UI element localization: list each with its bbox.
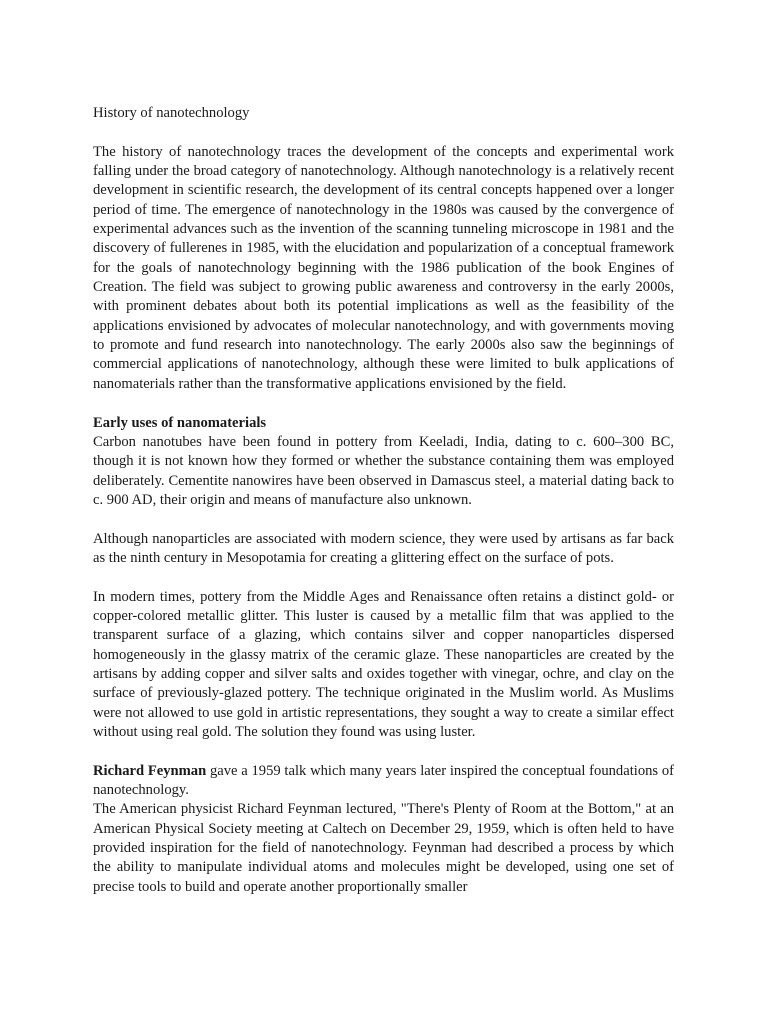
feynman-lead-paragraph [93,762,674,801]
feynman-paragraph-1: The American physicist Richard Feynman lectured, "There's Plenty of Room at the Bottom," at an American Physical Society meeting at Caltech on December 29, 1959, which is often held to have provided inspiration for the field of nanotechnology. Feynman had described a process by which the ability to manipulate individual atoms and molecules might be developed, using one set of precise tools to build and operate another proportionally smaller [93,801,674,895]
early-uses-paragraph-2: Although nanoparticles are associated with modern science, they were used by artisans as far back as the ninth century in Mesopotamia for creating a glittering effect on the surface of pots. [93,530,674,566]
document-title: History of nanotechnology [93,105,250,121]
early-uses-paragraph-1: Carbon nanotubes have been found in pottery from Keeladi, India, dating to c. 600–300 BC, though it is not known how they formed or whether the substance containing them was employed deliberately. Cementite nanowires have been observed in Damascus steel, a material dating back to c. 900 AD, their origin and means of manufacture also unknown. [93,433,674,508]
feynman-lead-text: gave a 1959 talk which many years later inspired the conceptual foundations of nanotechnology. [93,762,674,799]
early-uses-paragraph-3: In modern times, pottery from the Middle Ages and Renaissance often retains a distinct gold- or copper-colored metallic glitter. This luster is caused by a metallic film that was applied to the transparent surface of a glazing, which contains silver and copper nanoparticles dispersed homogeneously in the glassy matrix of the ceramic glaze. These nanoparticles are created by the artisans by adding copper and silver salts and oxides together with vinegar, ochre, and clay on the surface of previously-glazed pottery. The technique originated in the Muslim world. As Muslims were not allowed to use gold in artistic representations, they sought a way to create a similar effect without using real gold. The solution they found was using luster. [93,588,674,740]
document-page [93,104,674,916]
feynman-name: Richard Feynman [93,762,207,779]
intro-paragraph: The history of nanotechnology traces the development of the concepts and experimental work falling under the broad category of nanotechnology. Although nanotechnology is a relatively recent development in scientific research, the development of its central concepts happened over a longer period of time. The emergence of nanotechnology in the 1980s was caused by the convergence of experimental advances such as the invention of the scanning tunneling microscope in 1981 and the discovery of fullerenes in 1985, with the elucidation and popularization of a conceptual framework for the goals of nanotechnology beginning with the 1986 publication of the book Engines of Creation. The field was subject to growing public awareness and controversy in the early 2000s, with prominent debates about both its potential implications as well as the feasibility of the applications envisioned by advocates of molecular nanotechnology, and with governments moving to promote and fund research into nanotechnology. The early 2000s also saw the beginnings of commercial applications of nanotechnology, although these were limited to bulk applications of nanomaterials rather than the transformative applications envisioned by the field. [93,143,674,392]
section-heading-early-uses: Early uses of nanomaterials [93,414,267,431]
